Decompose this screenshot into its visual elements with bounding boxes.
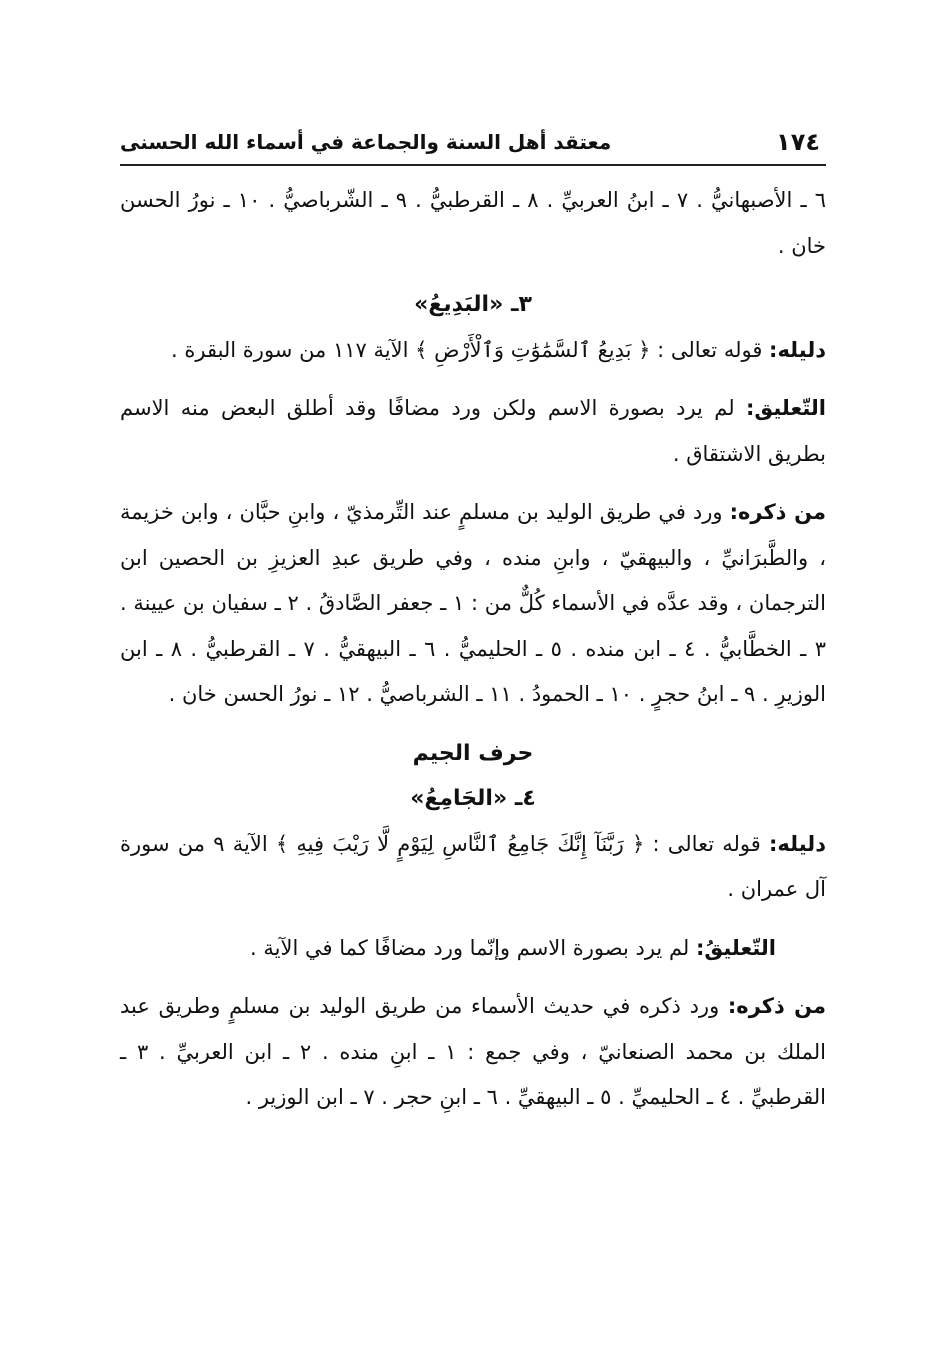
running-title: معتقد أهل السنة والجماعة في أسماء الله الحسنى [120,130,612,154]
badi-mentioned-by-paragraph [120,490,826,718]
page-body [120,178,826,1121]
jami-mentioned-by-paragraph [120,984,826,1121]
heading-al-badi: ٣ـ «البَدِيعُ» [414,292,532,317]
comment-label: التّعليقُ: [696,935,776,960]
mentioned-by-text: ورد ذكره في حديث الأسماء من طريق الوليد بن مسلمٍ وطريق عبد الملك بن محمد الصنعانيّ ، وفي جمع : ١ ـ ابنِ منده . ٢ ـ ابن العربيِّ . ٣ ـ القرطبيِّ . ٤ ـ الحليميِّ . ٥ ـ البيهقيِّ . ٦ ـ ابنِ حجر . ٧ ـ ابن الوزير . [120,994,827,1109]
comment-text: لم يرد بصورة الاسم ولكن ورد مضافًا وقد أطلق البعض منه الاسم بطريق الاشتقاق . [120,396,826,466]
evidence-text: قوله تعالى : ﴿ رَبَّنَآ إِنَّكَ جَامِعُ ٱلنَّاسِ لِيَوْمٍ لَّا رَيْبَ فِيهِ ﴾ الآية ٩ من سورة آل عمران . [120,831,826,901]
mentioned-by-label: من ذكره: [729,500,826,524]
header-rule [120,164,826,166]
comment-text: لم يرد بصورة الاسم وإنّما ورد مضافًا كما في الآية . [250,935,697,960]
continuation-paragraph: ٦ ـ الأصبهانيُّ . ٧ ـ ابنُ العربيِّ . ٨ ـ القرطبيُّ . ٩ ـ الشّرباصيُّ . ١٠ ـ نورُ الحسن خان . [120,188,827,258]
mentioned-by-text: ورد في طريق الوليد بن مسلمٍ عند التِّرمذيّ ، وابنِ حبَّان ، وابن خزيمة ، والطَّبرَانيِّ ، والبيهقيّ ، وابنِ منده ، وفي طريق عبدِ العزيزِ بن الحصين ابن الترجمان ، وقد عدَّه في الأسماء كُلٌّ من : ١ ـ جعفر الصَّادقُ . ٢ ـ سفيان بن عيينة . ٣ ـ الخطَّابيُّ . ٤ ـ ابن منده . ٥ ـ الحليميُّ . ٦ ـ البيهقيُّ . ٧ ـ القرطبيُّ . ٨ ـ ابن الوزيرِ . ٩ ـ ابنُ حجرٍ . ١٠ ـ الحمودُ . ١١ ـ الشرباصيُّ . ١٢ ـ نورُ الحسن خان . [120,500,827,706]
letter-jim-heading: حرف الجيم [412,740,534,766]
page-number: ١٧٤ [776,128,820,156]
evidence-text: قوله تعالى : ﴿ بَدِيعُ ٱلسَّمَٰوَٰتِ وَٱلْأَرْضِ ﴾ الآية ١١٧ من سورة البقرة . [171,337,770,362]
mentioned-by-label: من ذكره: [727,994,826,1018]
evidence-label: دليله: [769,337,826,362]
badi-comment-paragraph [120,386,826,477]
jami-comment-paragraph [120,926,826,972]
heading-al-jami: ٤ـ «الجَامِعُ» [410,786,536,811]
page-header [120,120,826,166]
badi-evidence-paragraph [120,328,826,374]
comment-label: التّعليق: [746,396,826,420]
evidence-label: دليله: [769,831,826,856]
jami-evidence-paragraph [120,822,826,913]
